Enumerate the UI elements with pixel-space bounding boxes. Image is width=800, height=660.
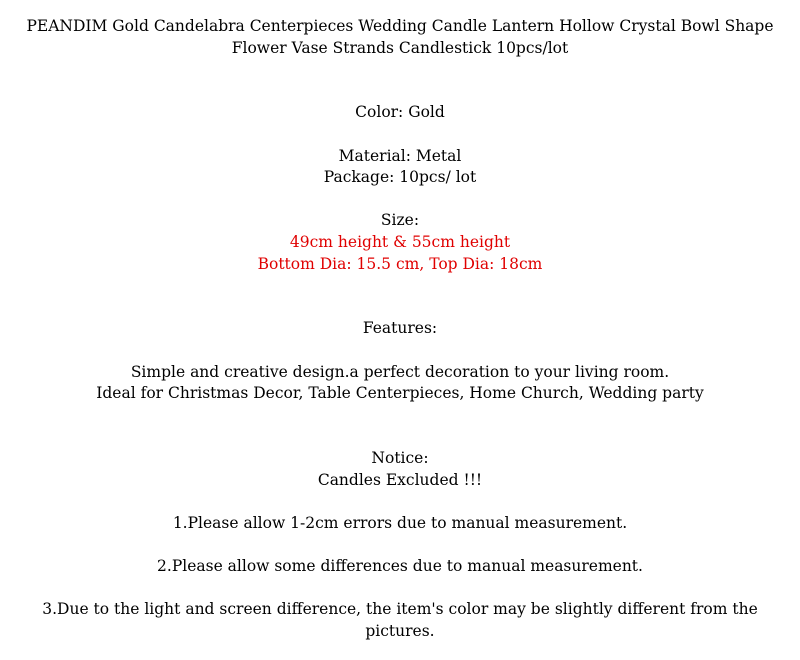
candles-excluded-note: Candles Excluded !!! bbox=[317, 471, 483, 489]
title-line-2: Flower Vase Strands Candlestick 10pcs/lot bbox=[231, 39, 569, 57]
package-spec: Package: 10pcs/ lot bbox=[323, 168, 477, 186]
size-diameter: Bottom Dia: 15.5 cm, Top Dia: 18cm bbox=[257, 255, 543, 273]
title-line-1: PEANDIM Gold Candelabra Centerpieces Wedding Candle Lantern Hollow Crystal Bowl Shape bbox=[26, 17, 774, 35]
notice-label: Notice: bbox=[371, 449, 429, 467]
notice-item-3-line-2: pictures. bbox=[365, 622, 435, 640]
notice-item-3-line-1: 3.Due to the light and screen difference, the item's color may be slightly different from the bbox=[42, 600, 758, 618]
features-line-2: Ideal for Christmas Decor, Table Centerpieces, Home Church, Wedding party bbox=[96, 384, 704, 402]
features-line-1: Simple and creative design.a perfect decoration to your living room. bbox=[130, 363, 670, 381]
features-label: Features: bbox=[362, 319, 438, 337]
size-height: 49cm height & 55cm height bbox=[289, 233, 511, 251]
notice-item-1: 1.Please allow 1-2cm errors due to manual measurement. bbox=[172, 514, 628, 532]
notice-item-2: 2.Please allow some differences due to manual measurement. bbox=[157, 557, 643, 575]
color-spec: Color: Gold bbox=[355, 103, 445, 121]
material-spec: Material: Metal bbox=[338, 147, 462, 165]
size-label: Size: bbox=[380, 211, 420, 229]
